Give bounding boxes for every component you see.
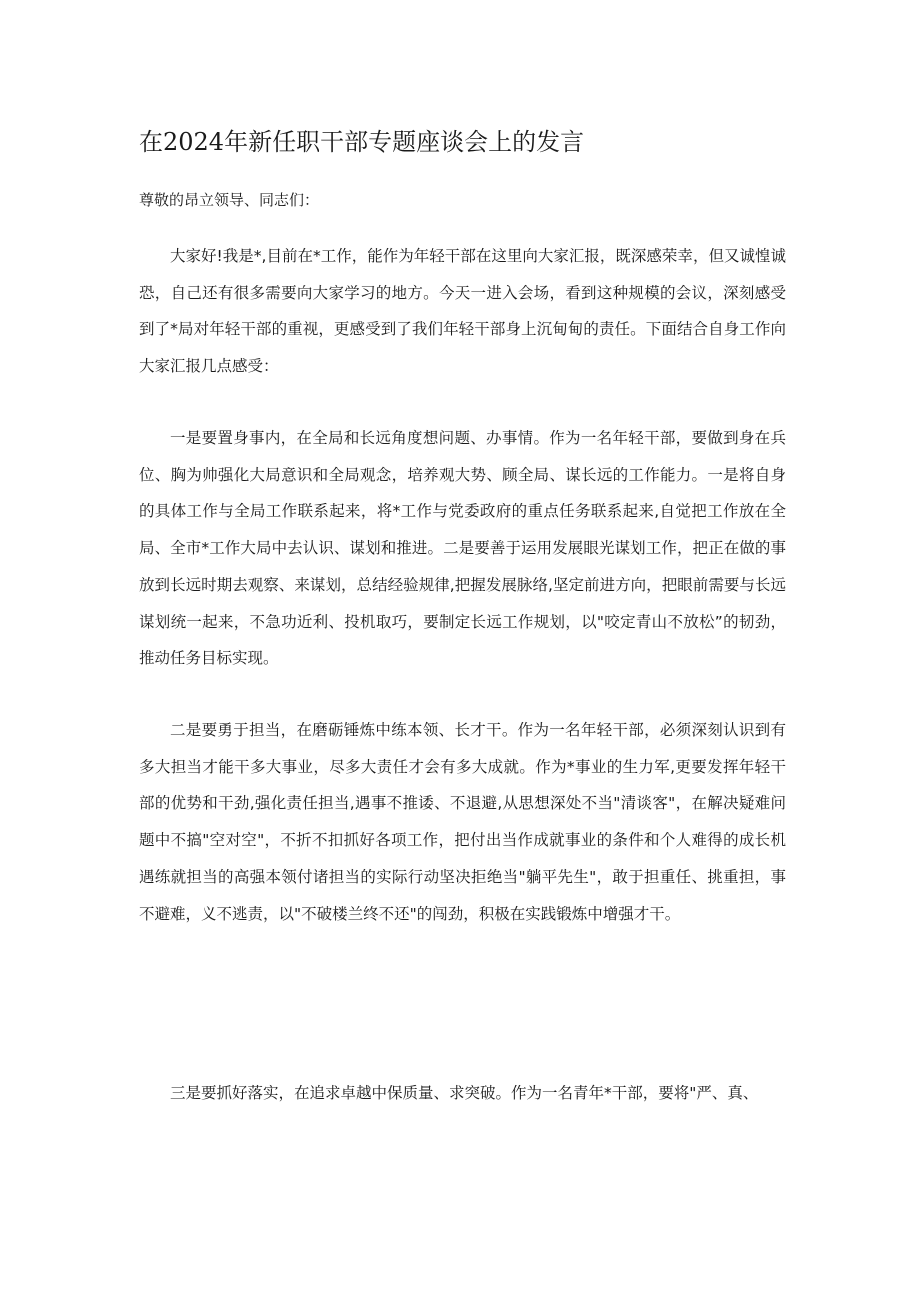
body-paragraph-3: 二是要勇于担当，在磨砺锤炼中练本领、长才干。作为一名年轻干部，必须深刻认识到有多大担当才能干多大事业，尽多大责任才会有多大成就。作为*事业的生力军,更要发挥年轻干部的优势和干劲,强化责任担当,遇事不推诿、不退避,从思想深处不当"清谈客"，在解决疑难问题中不搞"空对空"，不折不扣抓好各项工作，把付出当作成就事业的条件和个人难得的成长机遇练就担当的高强本领付诸担当的实际行动坚决拒绝当"躺平先生"，敢于担重任、挑重担，事不避难，义不逃责，以"不破楼兰终不还"的闯劲，积极在实践锻炼中增强才干。 bbox=[139, 721, 786, 923]
document-title: 在2024年新任职干部专题座谈会上的发言 bbox=[139, 128, 585, 156]
body-paragraph-2: 一是要置身事内，在全局和长远角度想问题、办事情。作为一名年轻干部，要做到身在兵位、胸为帅强化大局意识和全局观念，培养观大势、顾全局、谋长远的工作能力。一是将自身的具体工作与全局工作联系起来，将*工作与党委政府的重点任务联系起来,自觉把工作放在全局、全市*工作大局中去认识、谋划和推进。二是要善于运用发展眼光谋划工作，把正在做的事放到长远时期去观察、来谋划，总结经验规律,把握发展脉络,坚定前进方向，把眼前需要与长远谋划统一起来，不急功近利、投机取巧，要制定长远工作规划，以"咬定青山不放松”的韧劲，推动任务目标实现。 bbox=[139, 429, 786, 668]
body-paragraph-1: 大家好!我是*,目前在*工作，能作为年轻干部在这里向大家汇报，既深感荣幸，但又诚惶诚恐，自己还有很多需要向大家学习的地方。今天一进入会场，看到这种规模的会议，深刻感受到了*局对年轻干部的重视，更感受到了我们年轻干部身上沉甸甸的责任。下面结合自身工作向大家汇报几点感受： bbox=[139, 247, 786, 376]
salutation: 尊敬的昂立领导、同志们： bbox=[139, 191, 320, 209]
body-paragraph-4: 三是要抓好落实，在追求卓越中保质量、求突破。作为一名青年*干部，要将"严、真、 bbox=[170, 1084, 759, 1102]
